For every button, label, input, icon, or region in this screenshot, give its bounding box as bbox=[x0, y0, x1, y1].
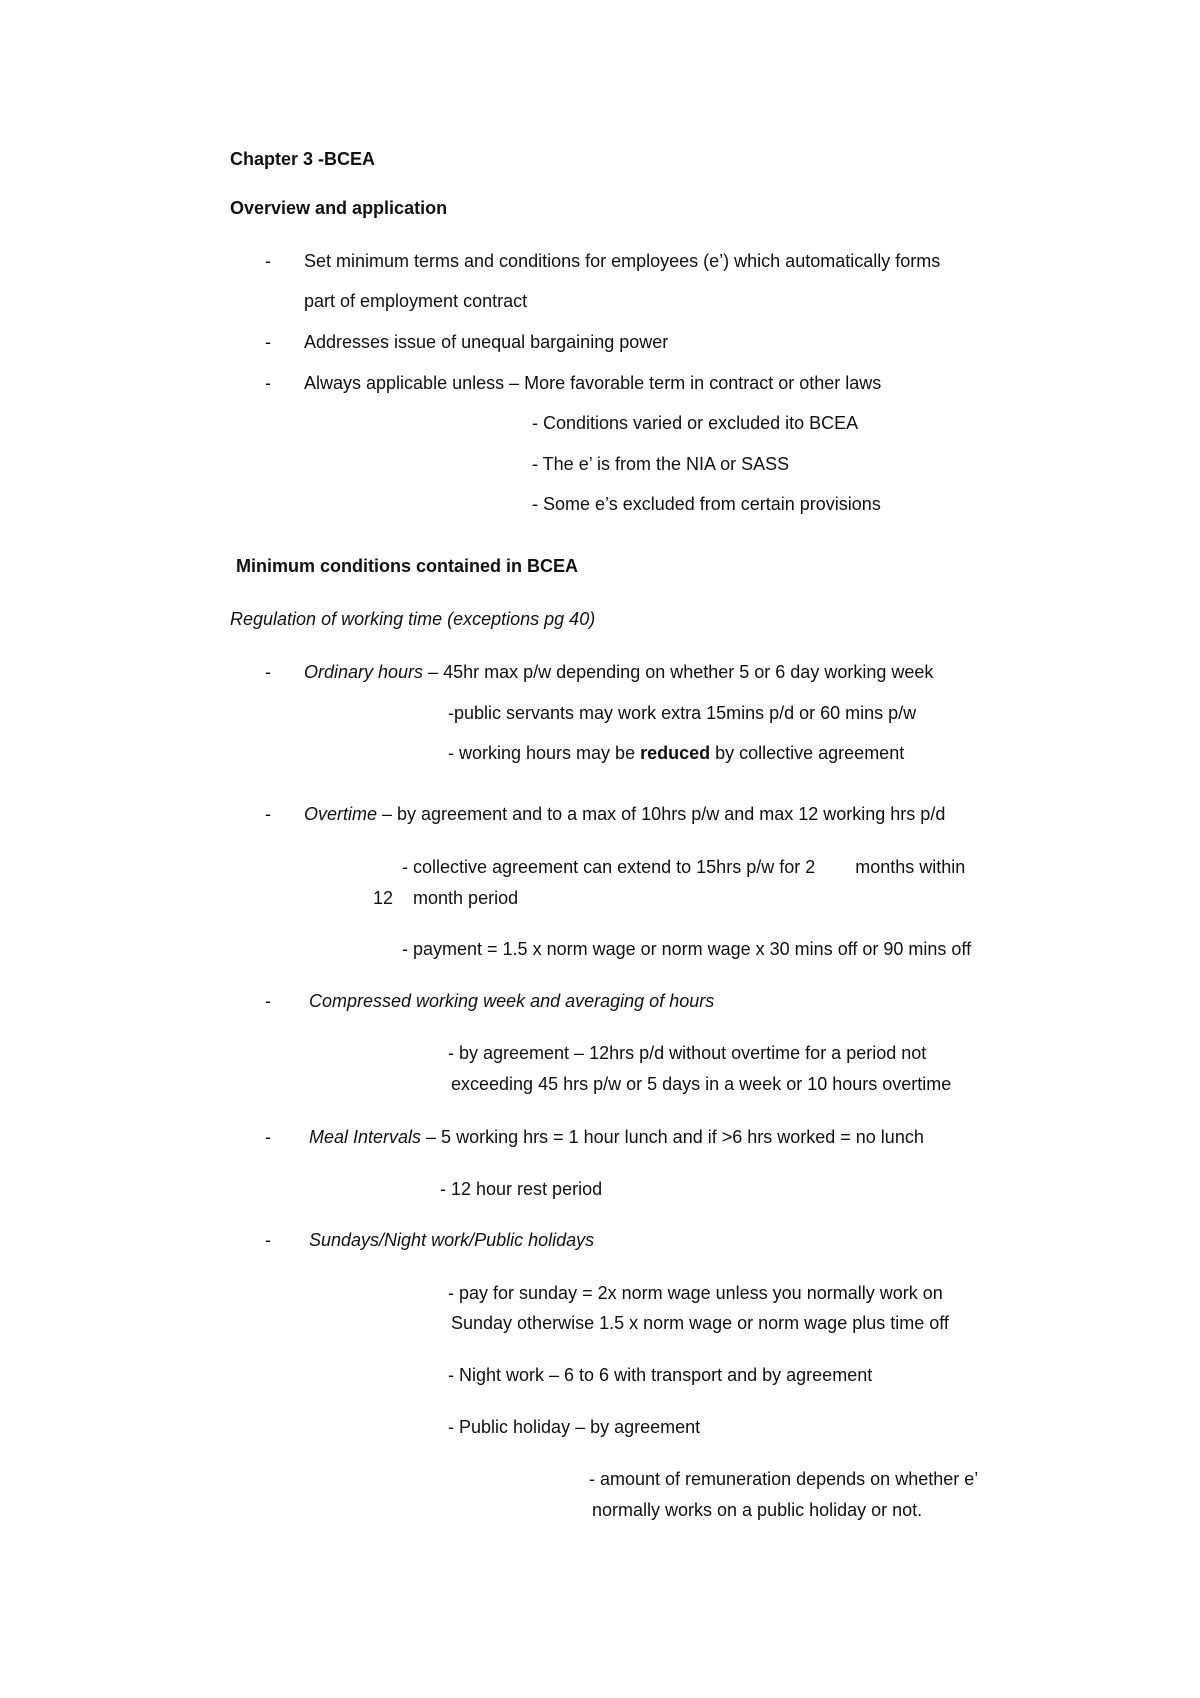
chapter-title: Chapter 3 -BCEA bbox=[230, 149, 376, 169]
remuneration-sub-cont: normally works on a public holiday or not. bbox=[592, 1500, 923, 1520]
ordinary-sub-2-bold: reduced bbox=[640, 743, 711, 763]
overview-bullet-3: Always applicable unless – More favorable term in contract or other laws bbox=[304, 373, 882, 393]
overview-heading: Overview and application bbox=[230, 198, 448, 218]
bullet-dash: - bbox=[265, 251, 271, 271]
public-holiday-sub: - Public holiday – by agreement bbox=[448, 1417, 701, 1437]
overtime-item bbox=[304, 805, 945, 823]
ordinary-sub-1: -public servants may work extra 15mins p/d or 60 mins p/w bbox=[448, 703, 917, 723]
bullet-dash: - bbox=[265, 373, 271, 393]
ordinary-hours-text: – 45hr max p/w depending on whether 5 or 6 day working week bbox=[423, 662, 934, 682]
ordinary-hours-item bbox=[304, 663, 933, 681]
bullet-dash: - bbox=[265, 1230, 271, 1250]
compressed-sub: - by agreement – 12hrs p/d without overtime for a period not bbox=[448, 1043, 927, 1063]
meal-intervals-item bbox=[309, 1128, 924, 1146]
working-time-subheading: Regulation of working time (exceptions pg 40) bbox=[230, 609, 596, 629]
overview-bullet-1-cont: part of employment contract bbox=[304, 291, 528, 311]
meal-sub: - 12 hour rest period bbox=[440, 1179, 603, 1199]
sundays-sub-1: - pay for sunday = 2x norm wage unless you normally work on bbox=[448, 1283, 943, 1303]
bullet-dash: - bbox=[265, 991, 271, 1011]
ordinary-sub-2-b: by collective agreement bbox=[710, 743, 905, 763]
bullet-dash: - bbox=[265, 804, 271, 824]
sundays-term: Sundays/Night work/Public holidays bbox=[309, 1230, 595, 1250]
minimum-heading: Minimum conditions contained in BCEA bbox=[236, 556, 578, 576]
night-work-sub: - Night work – 6 to 6 with transport and by agreement bbox=[448, 1365, 873, 1385]
meal-intervals-term: Meal Intervals bbox=[309, 1127, 422, 1147]
overview-sub-2: - The e’ is from the NIA or SASS bbox=[532, 454, 790, 474]
overtime-sub-2: - payment = 1.5 x norm wage or norm wage x 30 mins off or 90 mins off bbox=[402, 939, 972, 959]
ordinary-hours-term: Ordinary hours bbox=[304, 662, 424, 682]
overtime-term: Overtime bbox=[304, 804, 378, 824]
bullet-dash: - bbox=[265, 332, 271, 352]
overview-bullet-2: Addresses issue of unequal bargaining power bbox=[304, 332, 669, 352]
meal-intervals-text: – 5 working hrs = 1 hour lunch and if >6 hrs worked = no lunch bbox=[421, 1127, 924, 1147]
overview-bullet-1: Set minimum terms and conditions for employees (e’) which automatically forms bbox=[304, 251, 941, 271]
overtime-sub-1-cont: 12 month period bbox=[373, 888, 519, 908]
overview-sub-1: - Conditions varied or excluded ito BCEA bbox=[532, 413, 859, 433]
ordinary-sub-2-a: - working hours may be bbox=[448, 743, 641, 763]
bullet-dash: - bbox=[265, 662, 271, 682]
overview-sub-3: - Some e’s excluded from certain provisions bbox=[532, 494, 881, 514]
bullet-dash: - bbox=[265, 1127, 271, 1147]
compressed-week-term: Compressed working week and averaging of hours bbox=[309, 991, 715, 1011]
compressed-sub-cont: exceeding 45 hrs p/w or 5 days in a week or 10 hours overtime bbox=[451, 1074, 952, 1094]
overtime-text: – by agreement and to a max of 10hrs p/w and max 12 working hrs p/d bbox=[377, 804, 946, 824]
ordinary-sub-2 bbox=[448, 744, 904, 762]
remuneration-sub: - amount of remuneration depends on whether e’ bbox=[589, 1469, 979, 1489]
sundays-sub-1-cont: Sunday otherwise 1.5 x norm wage or norm wage plus time off bbox=[451, 1313, 949, 1333]
overtime-sub-1: - collective agreement can extend to 15hrs p/w for 2 months within bbox=[402, 857, 966, 877]
